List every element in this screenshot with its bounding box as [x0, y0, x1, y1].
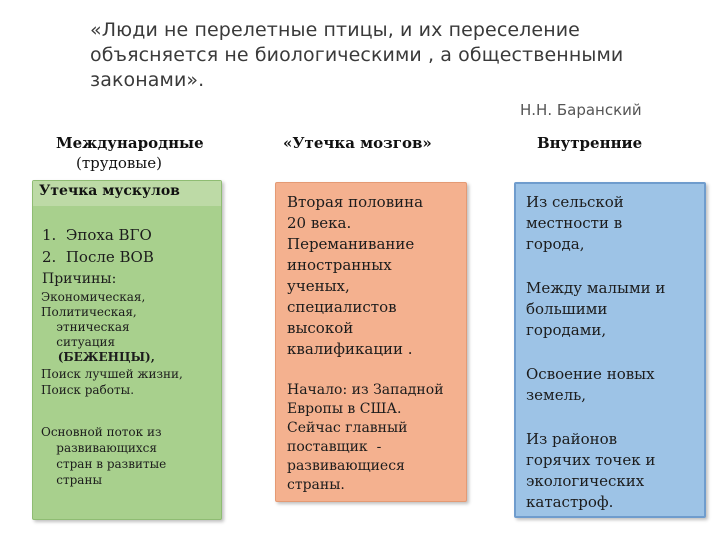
- brain-drain-line: Переманивание: [287, 235, 415, 253]
- muscle-drain-title: Утечка мускулов: [33, 181, 221, 206]
- internal-line: местности в: [526, 214, 623, 232]
- international-header: Международные: [56, 134, 204, 152]
- internal-line: горячих точек и: [526, 451, 656, 469]
- flow-line: стран в развитые: [41, 457, 167, 471]
- brain-drain-line: специалистов: [287, 298, 397, 316]
- internal-line: Освоение новых: [526, 365, 655, 383]
- internal-line: экологических: [526, 472, 645, 490]
- brain-drain-line: высокой: [287, 319, 354, 337]
- brain-drain-box: [275, 182, 467, 502]
- brain-drain-line: квалификации .: [287, 340, 413, 358]
- internal-line: Из районов: [526, 430, 618, 448]
- brain-drain-line: Вторая половина: [287, 193, 424, 211]
- internal-line: большими: [526, 300, 608, 318]
- reason-item: этническая: [41, 320, 130, 334]
- reason-item: Политическая,: [41, 305, 137, 319]
- reasons-label: Причины:: [42, 271, 117, 287]
- quote-author: Н.Н. Баранский: [520, 101, 642, 119]
- reason-item: ситуация: [41, 335, 116, 349]
- internal-line: Между малыми и: [526, 279, 666, 297]
- flow-line: страны: [41, 473, 103, 487]
- internal-line: Из сельской: [526, 193, 624, 211]
- quote-line-2: объясняется не биологическими , а общественными: [90, 44, 624, 66]
- brain-drain-header: «Утечка мозгов»: [283, 134, 432, 152]
- internal-box: [514, 182, 706, 518]
- brain-drain-line: развивающиеся: [287, 458, 405, 474]
- brain-drain-line: 20 века.: [287, 214, 352, 232]
- quote-line-1: «Люди не перелетные птицы, и их переселение: [90, 19, 580, 41]
- brain-drain-line: Начало: из Западной: [287, 382, 444, 398]
- list-item: 1. Эпоха ВГО: [42, 226, 152, 244]
- internal-header: Внутренние: [537, 134, 643, 152]
- brain-drain-line: иностранных: [287, 256, 392, 274]
- international-header-sub: (трудовые): [76, 154, 162, 172]
- brain-drain-line: поставщик -: [287, 439, 382, 455]
- reason-item: Поиск работы.: [41, 383, 135, 397]
- quote: [90, 18, 690, 93]
- reason-item: Экономическая,: [41, 290, 146, 304]
- internal-line: земель,: [526, 386, 587, 404]
- brain-drain-line: Европы в США.: [287, 401, 402, 417]
- reason-item: Поиск лучшей жизни,: [41, 367, 183, 381]
- internal-line: катастроф.: [526, 493, 614, 511]
- reason-item: (БЕЖЕНЦЫ),: [41, 350, 155, 364]
- internal-line: города,: [526, 235, 585, 253]
- flow-line: Основной поток из: [41, 425, 162, 439]
- brain-drain-line: страны.: [287, 477, 345, 493]
- international-box: [32, 180, 222, 520]
- list-item: 2. После ВОВ: [42, 248, 154, 266]
- brain-drain-line: Сейчас главный: [287, 420, 408, 436]
- brain-drain-line: ученых,: [287, 277, 350, 295]
- flow-line: развивающихся: [41, 441, 157, 455]
- quote-line-3: законами».: [90, 69, 205, 91]
- internal-line: городами,: [526, 321, 607, 339]
